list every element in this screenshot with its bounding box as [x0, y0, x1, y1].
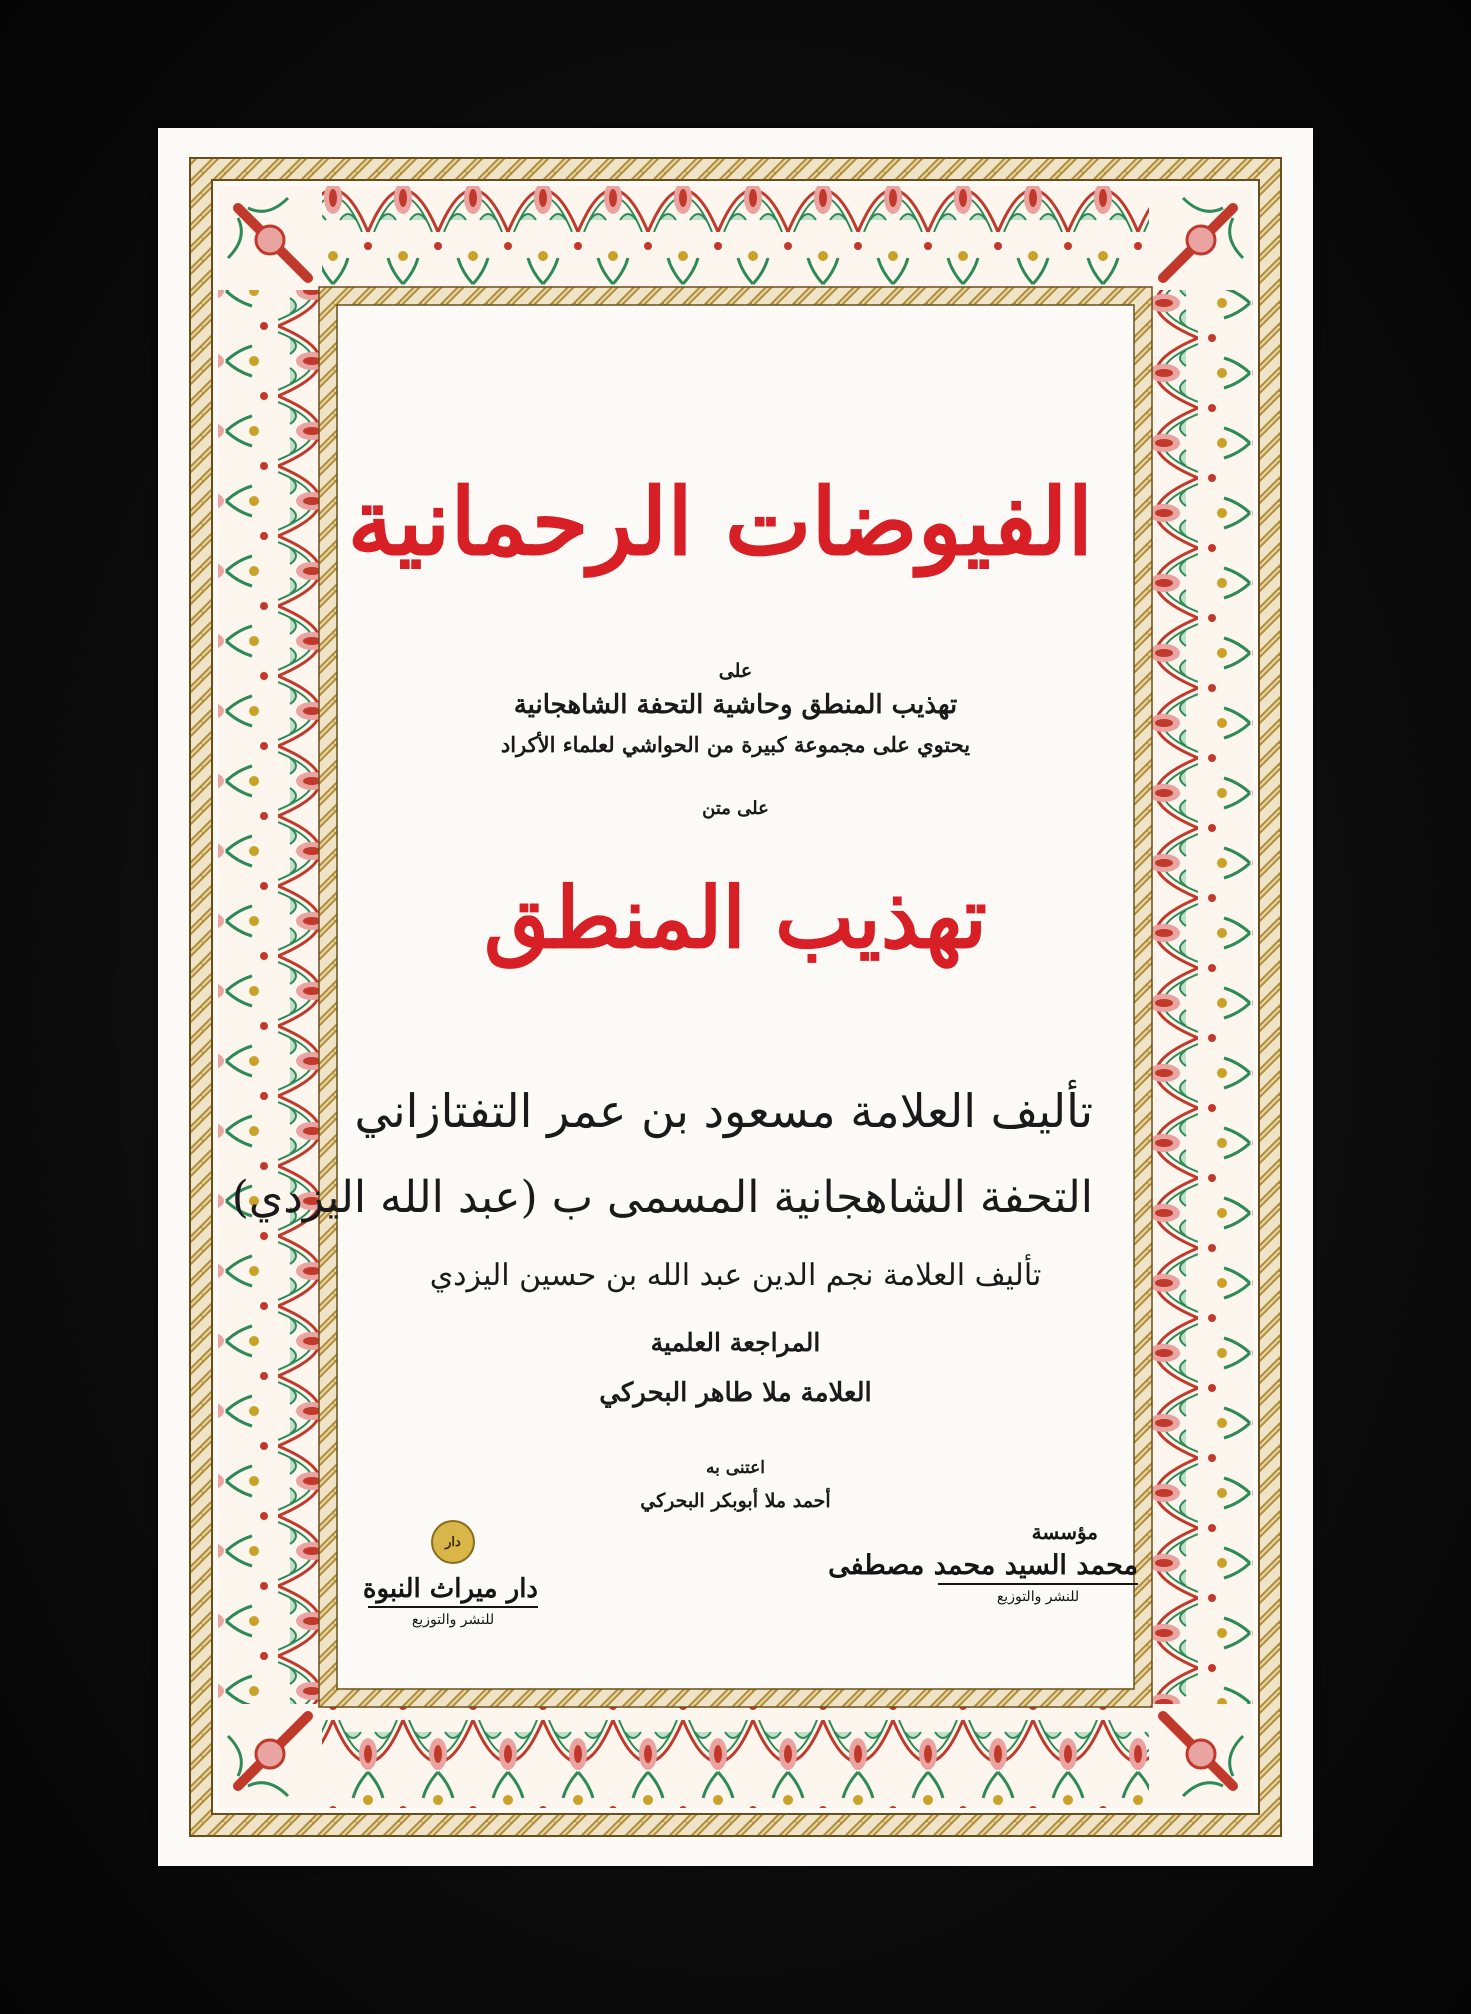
review-label: المراجعة العلمية: [650, 1328, 821, 1357]
reviewer: العلامة ملا طاهر البحركي: [599, 1378, 872, 1408]
publisher-left: [362, 1520, 538, 1628]
commentary-line: التحفة الشاهجانية المسمى ب (عبد الله اليزدي): [231, 1172, 1093, 1223]
corner-ornament-top-left: [218, 186, 322, 290]
cover-page: [158, 128, 1313, 1866]
publisher-left-name: دار ميراث النبوة: [368, 1574, 538, 1608]
publisher-left-seal: [431, 1520, 475, 1564]
publisher-left-tagline: للنشر والتوزيع: [411, 1612, 495, 1628]
on-text-label: على متن: [702, 798, 769, 819]
publisher-right-prefix: مؤسسة: [1031, 1520, 1098, 1544]
corner-ornament-top-right: [1149, 186, 1253, 290]
corner-ornament-bottom-left: [218, 1704, 322, 1808]
subtitle: تهذيب المنطق وحاشية التحفة الشاهجانية: [513, 690, 958, 720]
commentary-author: تأليف العلامة نجم الدين عبد الله بن حسين اليزدي: [429, 1258, 1042, 1293]
publisher-right: [828, 1520, 1138, 1605]
publisher-left-seal-text: دار: [445, 1534, 461, 1550]
main-work-title: تهذيب المنطق: [483, 868, 988, 967]
editor-label: اعتنى به: [705, 1458, 766, 1478]
on-label: على: [718, 660, 753, 682]
publisher-right-tagline: للنشر والتوزيع: [996, 1589, 1080, 1605]
corner-ornament-bottom-right: [1149, 1704, 1253, 1808]
book-title: الفيوضات الرحمانية: [347, 468, 1093, 576]
cover-text: [231, 318, 1093, 1668]
author-line: تأليف العلامة مسعود بن عمر التفتازاني: [354, 1084, 1093, 1138]
description: يحتوي على مجموعة كبيرة من الحواشي لعلماء الأكراد: [500, 732, 971, 757]
publisher-right-name: محمد السيد محمد مصطفى: [938, 1550, 1138, 1585]
editor: أحمد ملا أبوبكر البحركي: [640, 1490, 831, 1512]
